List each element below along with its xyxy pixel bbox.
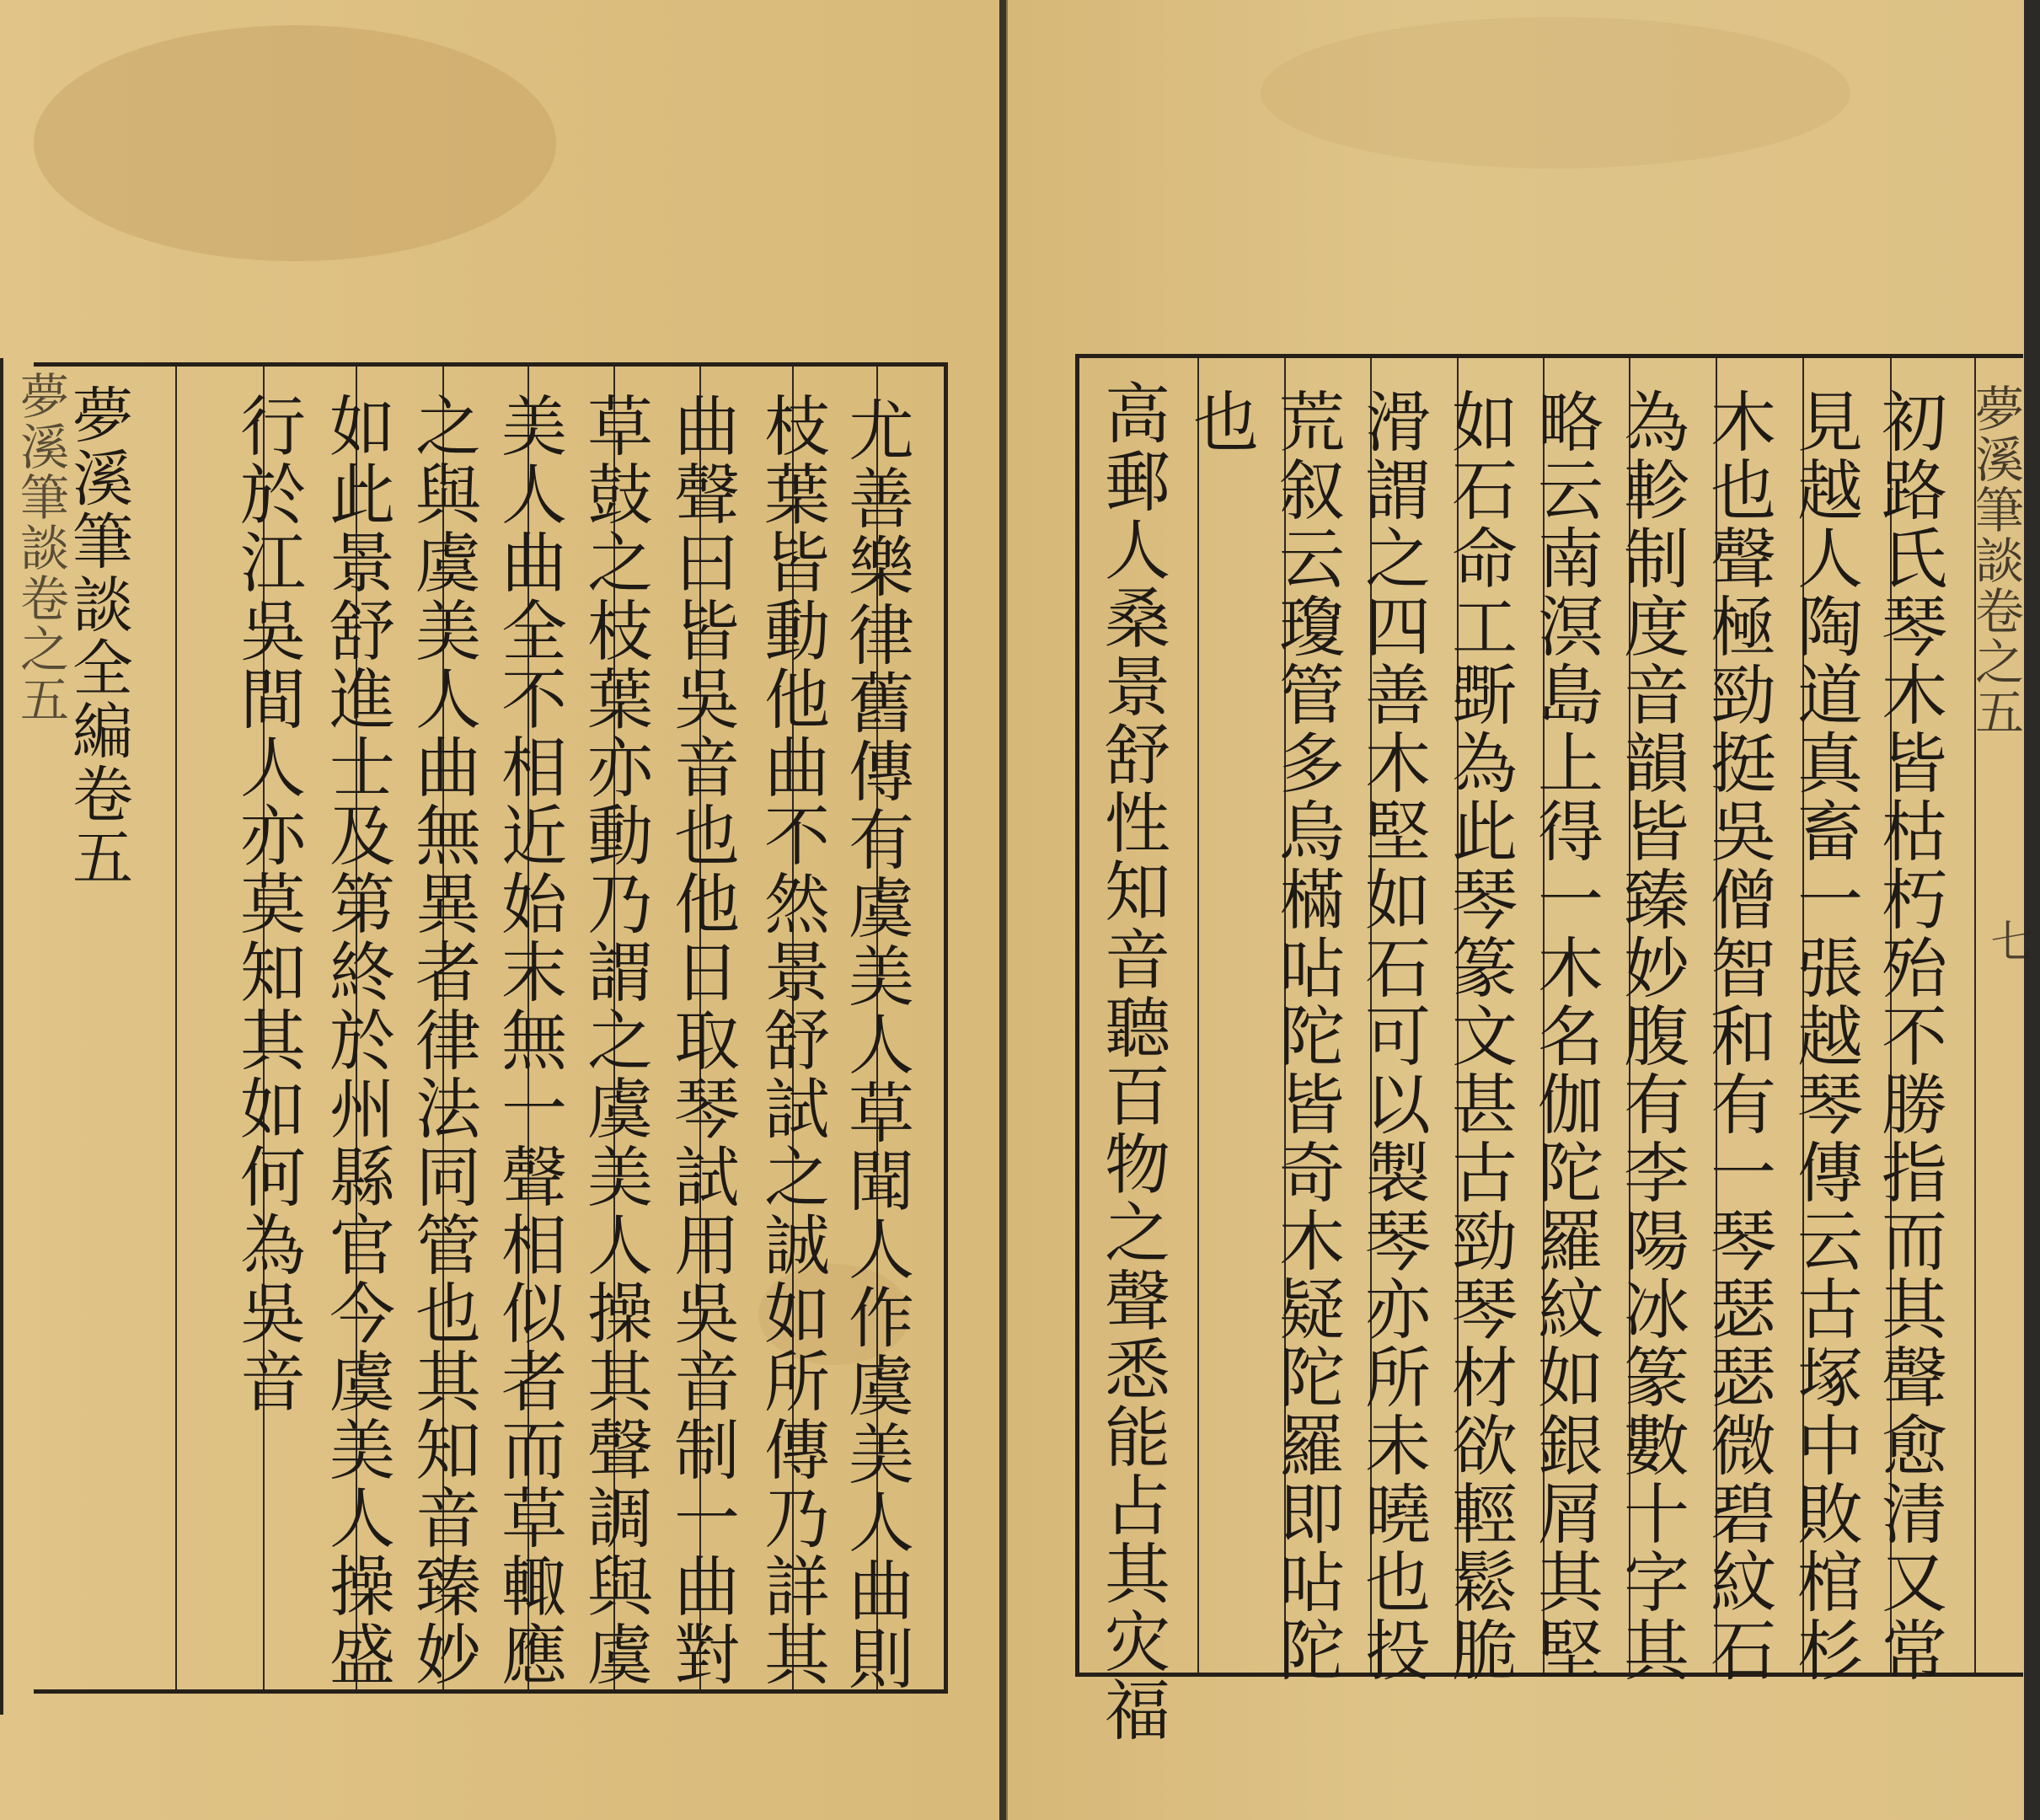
text-column: 枝葉皆動他曲不然景舒試之誠如所傳乃詳其 [753,392,829,1689]
text-column: 行於江吳間人亦莫知其如何為吳音 [229,392,305,1416]
folio-number: 七 [1983,918,2033,964]
text-column: 滑謂之四善木堅如石可以製琴亦所未曉也投 [1354,388,1430,1684]
text-column: 荒叙云瓊管多烏樠呫陀皆奇木疑陀羅即呫陀 [1268,388,1344,1684]
right-page [1006,0,2033,1820]
text-column: 初路氏琴木皆枯朽殆不勝指而其聲愈清又常 [1871,388,1946,1684]
text-column: 之與虞美人曲無異者律法同管也其知音臻妙 [404,392,480,1689]
water-stain [34,25,556,261]
text-column: 見越人陶道真畜一張越琴傳云古塚中敗棺杉 [1786,388,1862,1684]
text-column: 尤善樂律舊傳有虞美人草聞人作虞美人曲則 [838,396,913,1693]
text-column: 如石命工斲為此琴篆文甚古勁琴材欲輕鬆脆 [1441,388,1517,1684]
text-column: 草鼓之枝葉亦動乃謂之虞美人操其聲調與虞 [576,392,652,1689]
volume-title-column: 夢溪筆談全編卷五 [62,383,133,889]
edge-label: 夢溪筆談卷之五 [12,371,69,725]
text-column: 高郵人桑景舒性知音聽百物之聲悉能占其灾福 [1094,379,1170,1744]
text-column: 為軫制度音韻皆臻妙腹有李陽冰篆數十字其 [1613,388,1689,1684]
text-column: 木也聲極勁挺吳僧智和有一琴瑟瑟微碧紋石 [1700,388,1775,1684]
edge-label: 夢溪筆談卷之五 [1967,383,2024,737]
text-column: 曲聲曰皆吳音也他日取琴試用吳音制一曲對 [663,392,739,1689]
text-column: 美人曲全不相近始末無一聲相似者而草輙應 [490,392,566,1689]
book-gutter [999,0,1006,1820]
text-column: 如此景舒進士及第終於州縣官今虞美人操盛 [319,392,394,1689]
water-stain [1261,17,1850,169]
text-column: 略云南溟島上得一木名伽陀羅紋如銀屑其堅 [1527,388,1603,1684]
prev-page-edge [0,358,3,1715]
left-page [0,0,1001,1820]
text-column: 也 [1182,388,1258,456]
